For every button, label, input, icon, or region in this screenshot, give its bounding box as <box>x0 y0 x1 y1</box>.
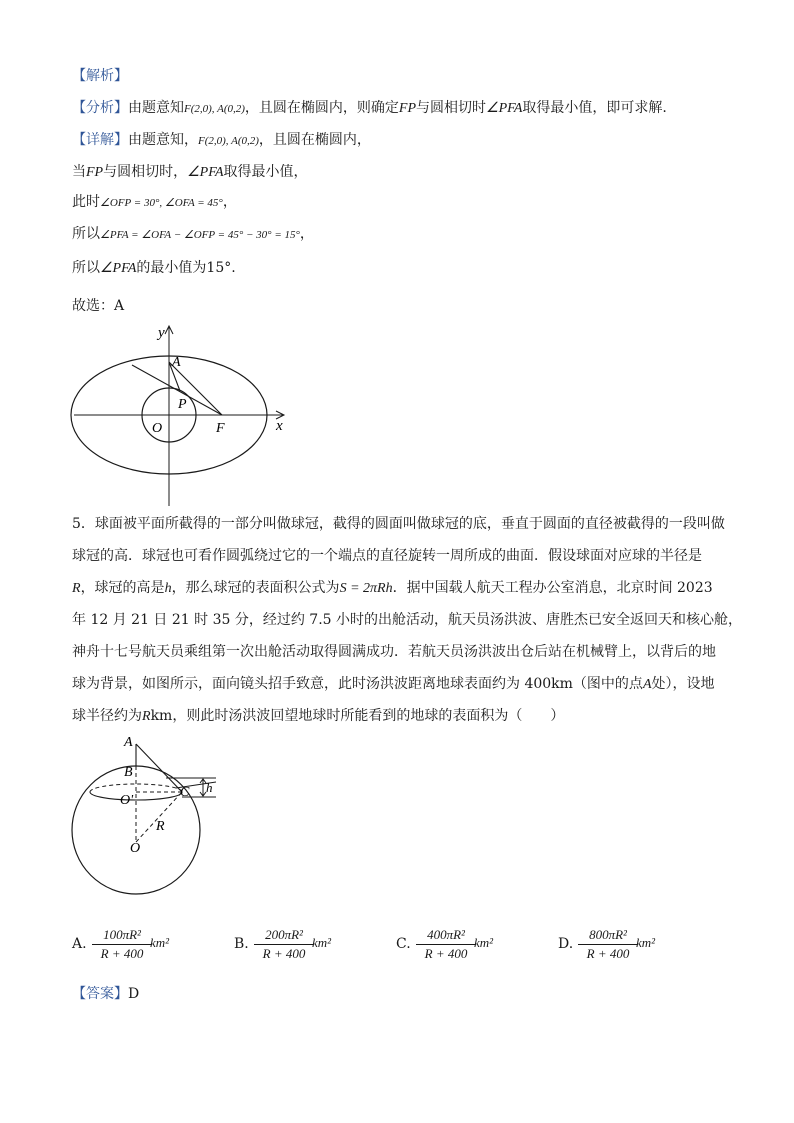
label-R: R <box>156 819 165 834</box>
text: ， <box>222 194 237 210</box>
angles-equation: ∠OFP = 30°, ∠OFA = 45° <box>100 197 223 209</box>
analysis-line-difference <box>72 224 314 245</box>
text: ， <box>299 226 314 242</box>
option-b-numerator: 200πR² <box>254 926 314 945</box>
option-d-denominator: R + 400 <box>586 946 630 961</box>
option-d-unit: km² <box>636 935 656 950</box>
option-c-numerator: 400πR² <box>416 926 476 945</box>
fenxi-text: 取得最小值，即可求解. <box>522 100 667 116</box>
option-a-unit: km² <box>150 935 170 950</box>
xiangjie-points: F(2,0), A(0,2) <box>198 135 259 147</box>
label-P: P <box>178 397 187 412</box>
question-line-2: 球冠的高．球冠也可看作圆弧绕过它的一个端点的直径旋转一周所成的曲面．假设球面对应球的半径是 <box>72 548 702 564</box>
label-y: y <box>158 325 165 341</box>
text: 球半径约为 <box>72 708 142 724</box>
text: 与圆相切时， <box>103 164 188 180</box>
option-d-fraction <box>578 926 638 963</box>
label-O-prime: O' <box>120 793 134 808</box>
point-A: A <box>642 677 652 692</box>
text: 当 <box>72 164 86 180</box>
label-O: O <box>130 841 141 856</box>
fenxi-points: F(2,0), A(0,2) <box>184 103 245 115</box>
text: 所以 <box>72 260 100 276</box>
answer-line <box>72 984 139 1004</box>
option-d-numerator: 800πR² <box>578 926 638 945</box>
fenxi-text: 由题意知 <box>128 100 184 116</box>
analysis-header: 【解析】 <box>72 68 128 84</box>
question-line-6 <box>72 674 715 695</box>
analysis-line-angles <box>72 192 237 213</box>
cap-area-formula: S = 2πRh <box>339 581 393 596</box>
angle-label: ∠PFA <box>100 261 137 276</box>
text: . <box>231 260 236 276</box>
analysis-xiangjie <box>72 130 371 151</box>
analysis-choice: 故选：A <box>72 298 125 314</box>
question-line-7 <box>72 706 564 727</box>
label-A: A <box>124 735 133 750</box>
analysis-line-tangent <box>72 162 308 183</box>
option-c-denominator: R + 400 <box>424 946 468 961</box>
option-a-label: A. <box>72 936 87 952</box>
label-O: O <box>152 421 163 436</box>
label-x: x <box>276 418 283 434</box>
option-d-label: D. <box>558 936 574 952</box>
option-c-label: C. <box>396 936 411 952</box>
text: ，那么球冠的表面积公式为 <box>171 580 340 596</box>
fenxi-fp: FP <box>398 101 417 116</box>
fenxi-label: 【分析】 <box>72 100 128 116</box>
xiangjie-text: 由题意知， <box>128 132 198 148</box>
difference-equation: ∠PFA = ∠OFA − ∠OFP = 45° − 30° = 15° <box>100 229 300 241</box>
fenxi-angle: ∠PFA <box>486 101 523 116</box>
var-R: R <box>72 581 81 596</box>
fenxi-text: 与圆相切时 <box>416 100 487 116</box>
option-b-denominator: R + 400 <box>262 946 306 961</box>
sphere-cap-figure <box>66 734 236 906</box>
analysis-fenxi <box>72 98 667 119</box>
text: 取得最小值， <box>223 164 308 180</box>
fenxi-text: ，且圆在椭圆内，则确定 <box>244 100 399 116</box>
text: km，则此时汤洪波回望地球时所能看到的地球的表面积为（ ） <box>150 708 565 724</box>
question-line-4: 年 12 月 21 日 21 时 35 分，经过约 7.5 小时的出舱活动，航天员汤洪波、唐胜杰已安全返回天和核心舱， <box>72 612 743 628</box>
xiangjie-label: 【详解】 <box>72 132 128 148</box>
analysis-line-min <box>72 258 236 279</box>
label-A: A <box>172 355 181 370</box>
text: 此时 <box>72 194 100 210</box>
answer-label: 【答案】 <box>72 986 128 1002</box>
var-R: R <box>142 709 151 724</box>
fp-label: FP <box>86 165 104 180</box>
text: ，球冠的高是 <box>80 580 165 596</box>
xiangjie-text: ，且圆在椭圆内， <box>258 132 371 148</box>
text: ．据中国载人航天工程办公室消息，北京时间 2023 <box>392 580 713 596</box>
option-a-fraction <box>92 926 152 963</box>
option-b-fraction <box>254 926 314 963</box>
question-line-3 <box>72 578 713 599</box>
option-a-denominator: R + 400 <box>100 946 144 961</box>
label-h: h <box>206 780 213 795</box>
option-b-unit: km² <box>312 935 332 950</box>
label-C: C <box>180 785 190 800</box>
option-c-fraction <box>416 926 476 963</box>
text: 球为背景，如图所示，面向镜头招手致意，此时汤洪波距离地球表面约为 400km（图中的点 <box>72 676 643 692</box>
option-b-label: B. <box>234 936 249 952</box>
option-a-numerator: 100πR² <box>92 926 152 945</box>
option-c-unit: km² <box>474 935 494 950</box>
var-h: h <box>164 581 172 596</box>
text: 处），设地 <box>651 676 715 692</box>
ellipse-circle-figure <box>70 322 300 512</box>
label-B: B <box>124 765 133 780</box>
min-value: 15° <box>206 260 232 276</box>
question-line-5: 神舟十七号航天员乘组第一次出舱活动取得圆满成功．若航天员汤洪波出仓后站在机械臂上，以背后的地 <box>72 644 716 660</box>
text: 所以 <box>72 226 100 242</box>
angle-label: ∠PFA <box>187 165 224 180</box>
answer-value: D <box>128 986 140 1002</box>
text: 的最小值为 <box>136 260 207 276</box>
question-line-1: 5．球面被平面所截得的一部分叫做球冠，截得的圆面叫做球冠的底，垂直于圆面的直径被截得的一段叫做 <box>72 516 725 532</box>
label-F: F <box>216 421 225 436</box>
